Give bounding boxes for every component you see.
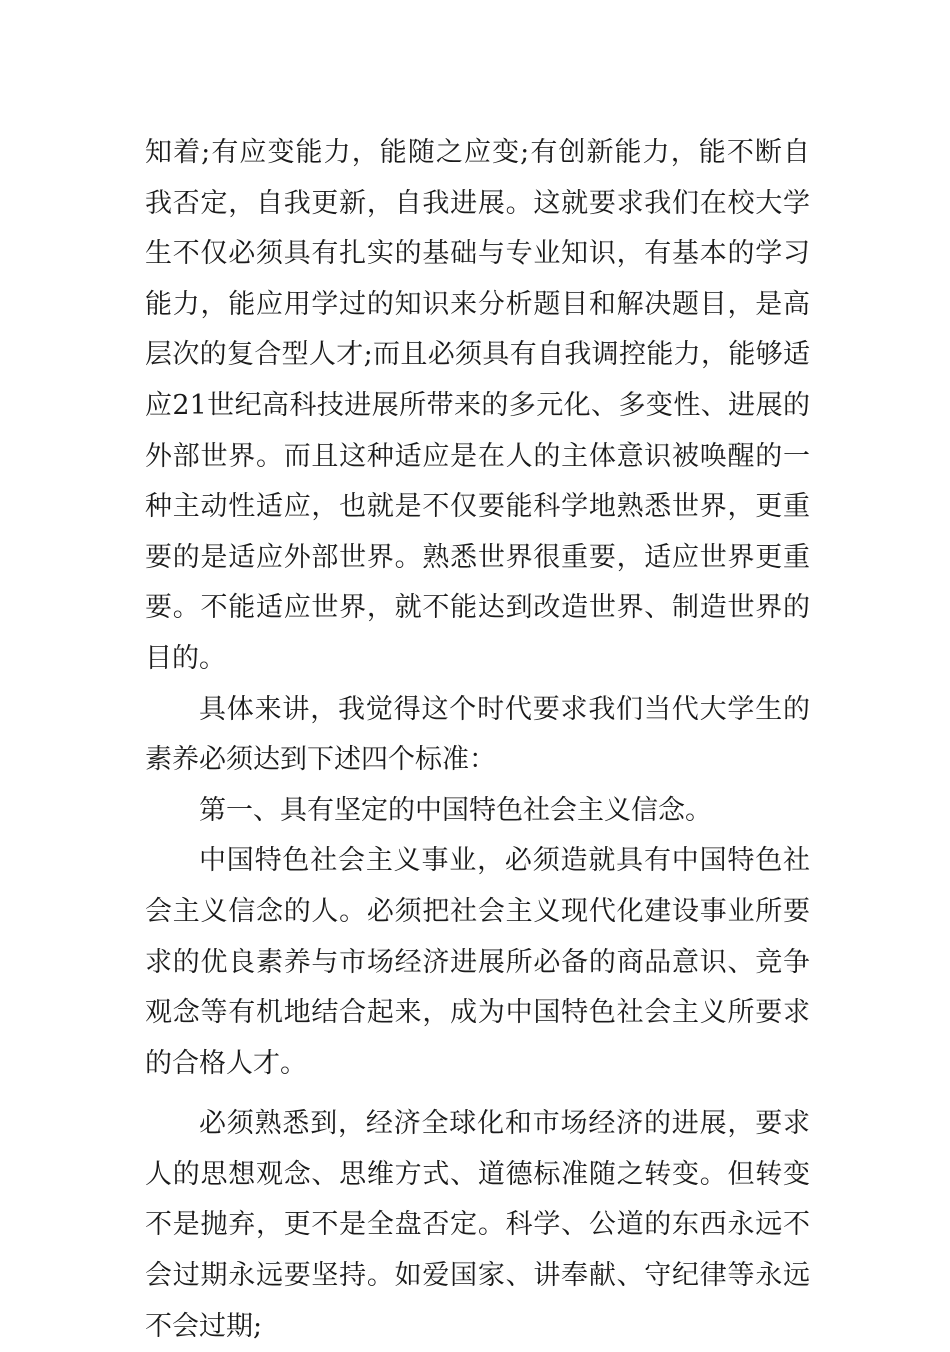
paragraph-globalization: 必须熟悉到，经济全球化和市场经济的进展，要求人的思想观念、思维方式、道德标准随之转变。但转变不是抛弃，更不是全盘否定。科学、公道的东西永远不会过期永远要坚持。如爱国家、讲奉献、守纪律等永远不会过期; bbox=[145, 1108, 810, 1342]
paragraph-socialism-cause: 中国特色社会主义事业，必须造就具有中国特色社会主义信念的人。必须把社会主义现代化建设事业所要求的优良素养与市场经济进展所必备的商品意识、竞争观念等有机地结合起来，成为中国特色社会主义所要求的合格人才。 bbox=[145, 845, 810, 1079]
paragraph-continued: 知着;有应变能力，能随之应变;有创新能力，能不断自我否定，自我更新，自我进展。这就要求我们在校大学生不仅必须具有扎实的基础与专业知识，有基本的学习能力，能应用学过的知识来分析题目和解决题目，是高层次的复合型人才;而且必须具有自我调控能力，能够适应21世纪高科技进展所带来的多元化、多变性、进展的外部世界。而且这种适应是在人的主体意识被唤醒的一种主动性适应，也就是不仅要能科学地熟悉世界，更重要的是适应外部世界。熟悉世界很重要，适应世界更重要。不能适应世界，就不能达到改造世界、制造世界的目的。 bbox=[145, 137, 810, 674]
paragraph-heading-first-standard: 第一、具有坚定的中国特色社会主义信念。 bbox=[199, 794, 712, 826]
document-body bbox=[145, 128, 810, 1352]
paragraph-intro-standards: 具体来讲，我觉得这个时代要求我们当代大学生的素养必须达到下述四个标准： bbox=[145, 693, 810, 776]
